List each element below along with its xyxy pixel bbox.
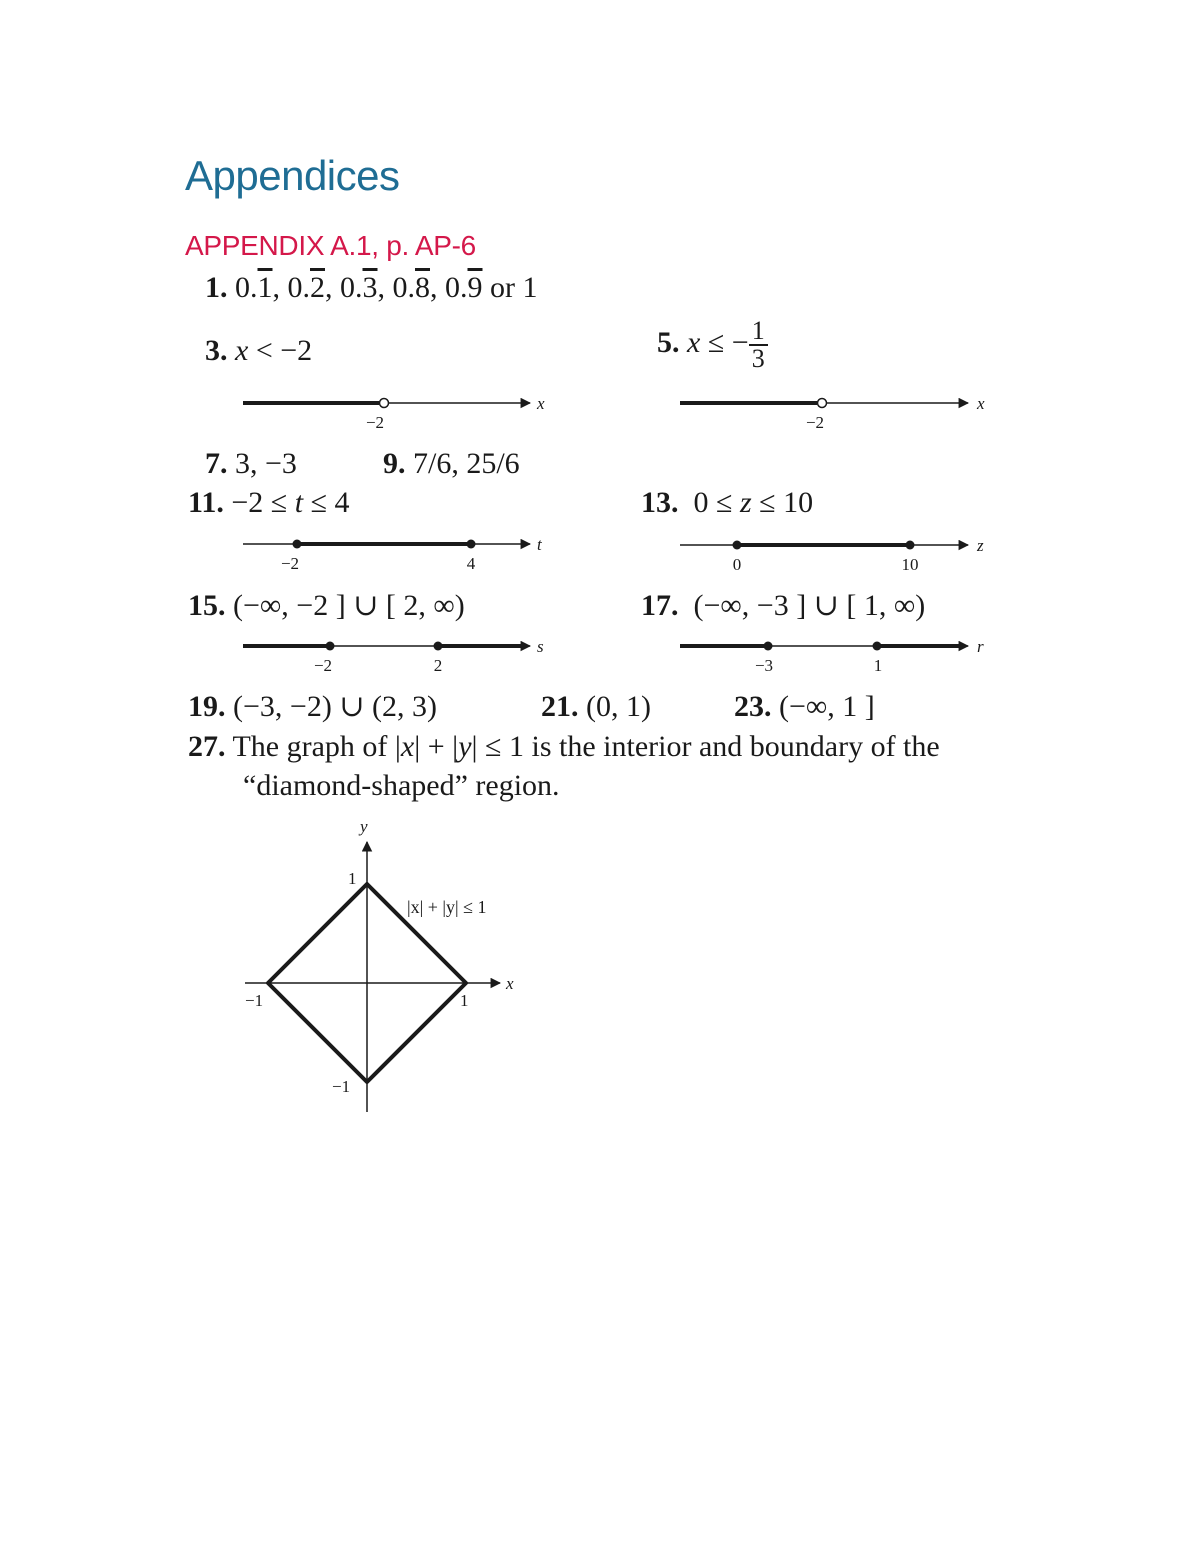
axis-label: z bbox=[977, 536, 984, 555]
closed-endpoint bbox=[467, 540, 476, 549]
closed-endpoint bbox=[434, 642, 443, 651]
tick-label: −2 bbox=[280, 554, 300, 573]
answer-27-line2: “diamond-shaped” region. bbox=[243, 769, 560, 802]
answer-number: 19. bbox=[188, 690, 226, 723]
variable: x bbox=[400, 730, 415, 763]
answer-number: 27. bbox=[188, 730, 226, 763]
tick-label: 1 bbox=[460, 991, 469, 1010]
tick-label: 4 bbox=[466, 554, 476, 573]
variable: y bbox=[458, 730, 472, 763]
answer-text: ≤ 4 bbox=[303, 486, 350, 519]
repeating-digit: 2 bbox=[310, 271, 325, 304]
answer-number: 13. bbox=[641, 486, 679, 519]
answer-text: , 0. bbox=[272, 271, 310, 304]
page-title: Appendices bbox=[185, 152, 400, 199]
variable: z bbox=[739, 486, 752, 519]
answer-number: 15. bbox=[188, 589, 226, 622]
number-line-17 bbox=[680, 637, 984, 675]
answer-number: 21. bbox=[541, 690, 579, 723]
closed-endpoint bbox=[873, 642, 882, 651]
axis-label: s bbox=[537, 637, 544, 656]
tick-label: −1 bbox=[332, 1077, 351, 1096]
answer-number: 11. bbox=[188, 486, 224, 519]
answer-number: 3. bbox=[205, 334, 228, 367]
variable: x bbox=[235, 334, 249, 367]
open-endpoint bbox=[818, 399, 827, 408]
repeating-digit: 3 bbox=[362, 271, 378, 304]
closed-endpoint bbox=[293, 540, 302, 549]
tick-label: 1 bbox=[348, 869, 357, 888]
fraction-numerator: 1 bbox=[749, 318, 768, 346]
answer-number: 5. bbox=[657, 325, 680, 359]
axis-label: t bbox=[537, 535, 542, 554]
closed-endpoint bbox=[906, 541, 915, 550]
answer-text: | ≤ 1 is the interior and boundary of the bbox=[471, 730, 940, 763]
tick-label: −2 bbox=[805, 413, 825, 432]
answer-text: (−∞, −3 ] ∪ [ 1, ∞) bbox=[693, 589, 926, 622]
tick-label: −2 bbox=[313, 656, 333, 675]
tick-label: 2 bbox=[433, 656, 443, 675]
axis-label: r bbox=[977, 637, 984, 656]
region-label: |x| + |y| ≤ 1 bbox=[407, 897, 487, 917]
answer-text: , 0. bbox=[325, 271, 363, 304]
diamond-graph bbox=[245, 817, 514, 1112]
number-line-11 bbox=[243, 535, 543, 573]
answer-text: , 0. bbox=[430, 271, 468, 304]
closed-endpoint bbox=[733, 541, 742, 550]
answer-text: (0, 1) bbox=[586, 690, 651, 723]
answer-number: 1. bbox=[205, 271, 228, 304]
fraction-denominator: 3 bbox=[751, 344, 765, 373]
tick-label: −3 bbox=[754, 656, 774, 675]
answer-text: < −2 bbox=[248, 334, 313, 367]
answer-text: 0 ≤ bbox=[693, 486, 740, 519]
y-axis-label: y bbox=[360, 817, 368, 836]
answer-text: 3, −3 bbox=[235, 447, 297, 480]
answer-number: 7. bbox=[205, 447, 228, 480]
section-heading: APPENDIX A.1, p. AP-6 bbox=[185, 230, 476, 261]
number-line-13 bbox=[680, 536, 984, 574]
answer-text: or 1 bbox=[482, 271, 538, 304]
tick-label: −1 bbox=[245, 991, 264, 1010]
answer-text: | + | bbox=[414, 730, 459, 763]
repeating-digit: 8 bbox=[415, 271, 430, 304]
closed-endpoint bbox=[326, 642, 335, 651]
answer-text: ≤ 10 bbox=[751, 486, 814, 519]
axis-label: x bbox=[977, 394, 985, 413]
tick-label: 10 bbox=[901, 555, 919, 574]
variable: x bbox=[687, 325, 701, 359]
closed-endpoint bbox=[764, 642, 773, 651]
open-endpoint bbox=[380, 399, 389, 408]
variable: t bbox=[294, 486, 304, 519]
tick-label: 0 bbox=[732, 555, 742, 574]
answer-text: ≤ − bbox=[700, 325, 749, 359]
number-line-5 bbox=[680, 394, 985, 432]
number-line-3 bbox=[243, 394, 545, 432]
number-line-15 bbox=[243, 637, 544, 675]
answer-number: 9. bbox=[383, 447, 406, 480]
answer-text: , 0. bbox=[377, 271, 415, 304]
answer-number: 17. bbox=[641, 589, 679, 622]
tick-label: 1 bbox=[873, 656, 883, 675]
answer-text: 0. bbox=[235, 271, 258, 304]
answer-text: (−3, −2) ∪ (2, 3) bbox=[233, 690, 437, 723]
answer-text: −2 ≤ bbox=[231, 486, 295, 519]
x-axis-label: x bbox=[506, 974, 514, 993]
answer-text: (−∞, 1 ] bbox=[779, 690, 875, 723]
repeating-digit: 1 bbox=[257, 271, 273, 304]
answer-text: (−∞, −2 ] ∪ [ 2, ∞) bbox=[233, 589, 465, 622]
tick-label: −2 bbox=[365, 413, 385, 432]
answer-text: The graph of | bbox=[232, 730, 401, 763]
answer-text: 7/6, 25/6 bbox=[413, 447, 520, 480]
repeating-digit: 9 bbox=[467, 271, 483, 304]
axis-label: x bbox=[537, 394, 545, 413]
answer-number: 23. bbox=[734, 690, 772, 723]
